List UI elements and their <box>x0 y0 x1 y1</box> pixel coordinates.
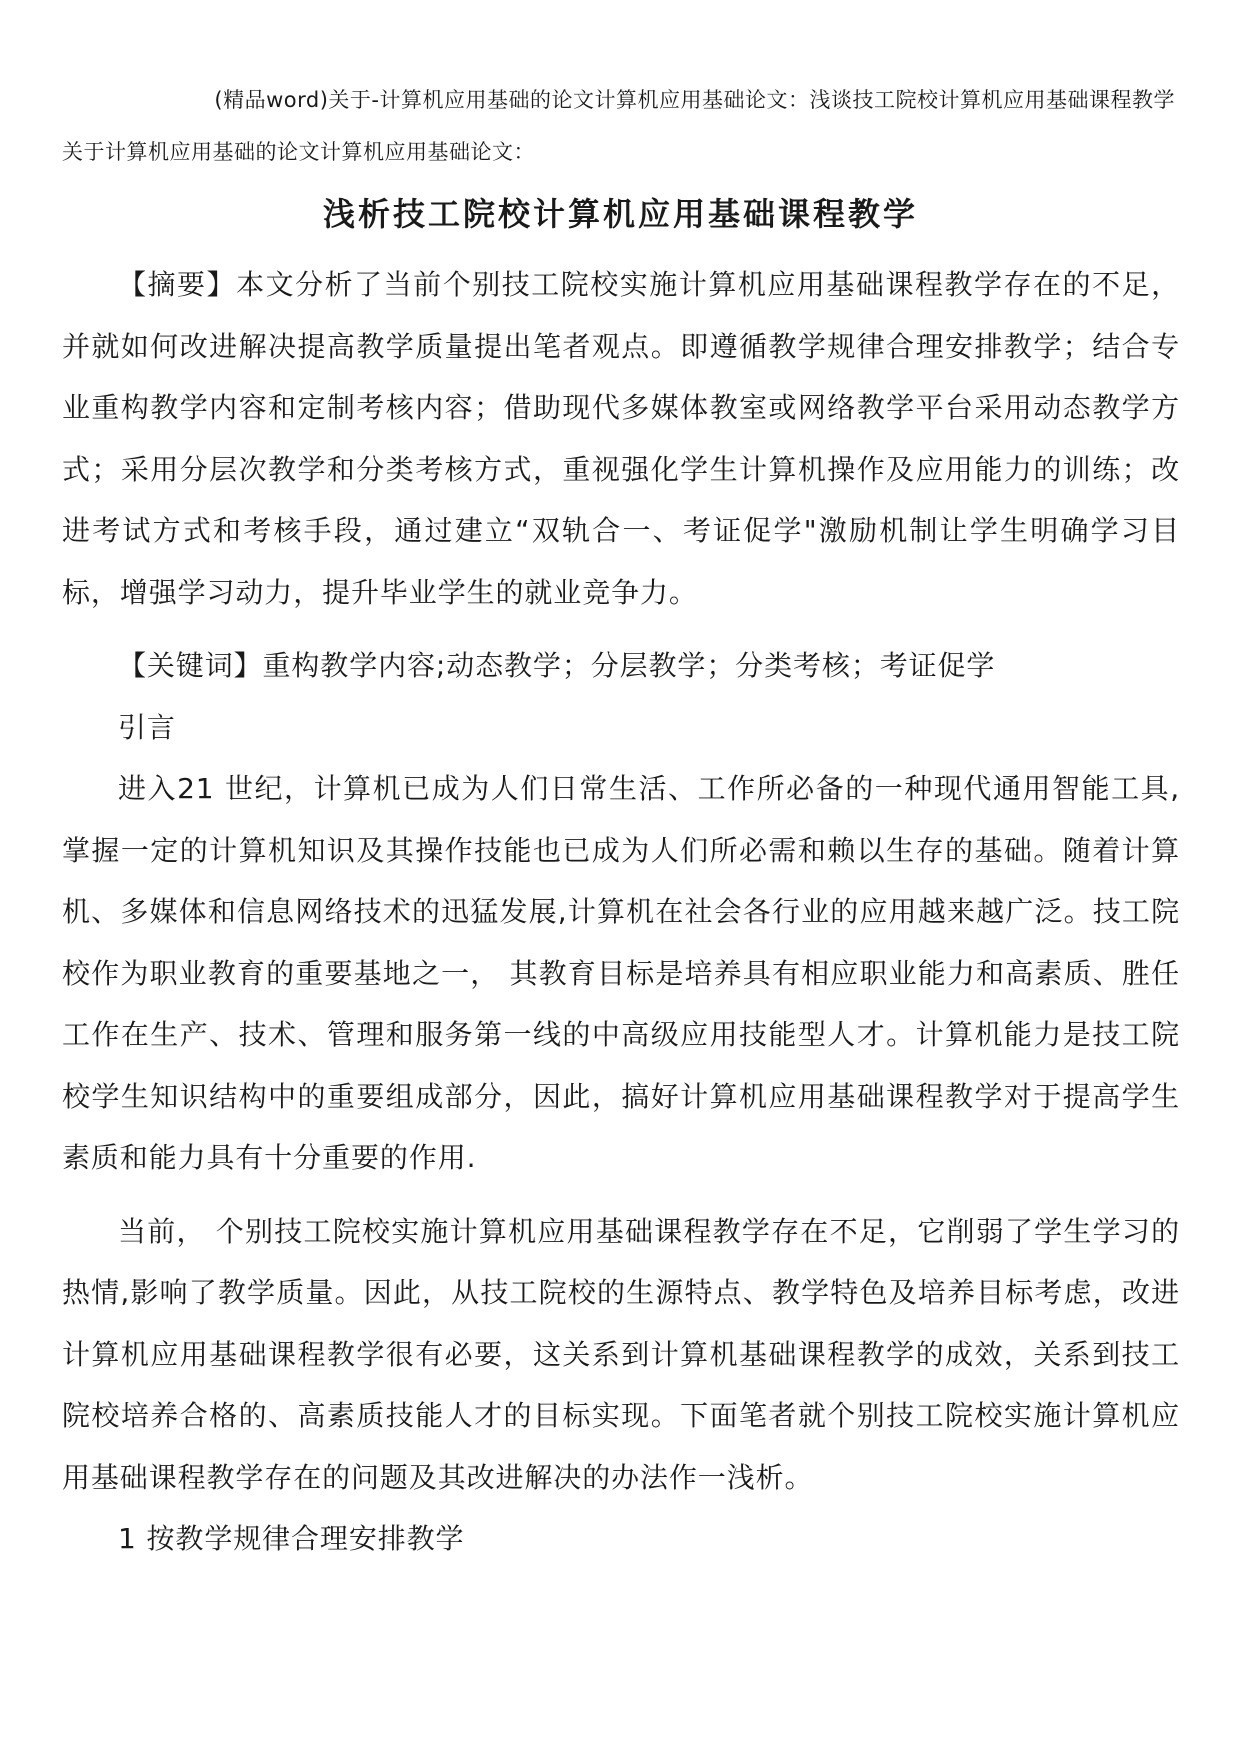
article-body <box>62 254 1180 1570</box>
body-paragraph: 当前， 个别技工院校实施计算机应用基础课程教学存在不足，它削弱了学生学习的热情,影响了教学质量。因此，从技工院校的生源特点、教学特色及培养目标考虑，改进计算机应用基础课程教学很有必要，这关系到计算机基础课程教学的成效，关系到技工院校培养合格的、高素质技能人才的目标实现。下面笔者就个别技工院校实施计算机应用基础课程教学存在的问题及其改进解决的办法作一浅析。 <box>62 1214 1180 1494</box>
body-paragraph: 进入21 世纪，计算机已成为人们日常生活、工作所必备的一种现代通用智能工具,掌握一定的计算机知识及其操作技能也已成为人们所必需和赖以生存的基础。随着计算机、多媒体和信息网络技术的迅猛发展,计算机在社会各行业的应用越来越广泛。技工院校作为职业教育的重要基地之一， 其教育目标是培养具有相应职业能力和高素质、胜任工作在生产、技术、管理和服务第一线的中高级应用技能型人才。计算机能力是技工院校学生知识结构中的重要组成部分，因此，搞好计算机应用基础课程教学对于提高学生素质和能力具有十分重要的作用. <box>62 772 1180 1174</box>
section-heading: 1 按教学规律合理安排教学 <box>118 1522 465 1555</box>
article-title: 浅析技工院校计算机应用基础课程教学 <box>322 195 918 233</box>
running-header: (精品word)关于-计算机应用基础的论文计算机应用基础论文：浅谈技工院校计算机应用基础课程教学 <box>214 88 1175 112</box>
abstract-paragraph: 【摘要】本文分析了当前个别技工院校实施计算机应用基础课程教学存在的不足，并就如何改进解决提高教学质量提出笔者观点。即遵循教学规律合理安排教学；结合专业重构教学内容和定制考核内容；借助现代多媒体教室或网络教学平台采用动态教学方式；采用分层次教学和分类考核方式，重视强化学生计算机操作及应用能力的训练；改进考试方式和考核手段，通过建立“双轨合一、考证促学"激励机制让学生明确学习目标，增强学习动力，提升毕业学生的就业竞争力。 <box>62 268 1180 609</box>
document-subtitle: 关于计算机应用基础的论文计算机应用基础论文： <box>62 140 535 164</box>
keywords-paragraph: 【关键词】重构教学内容;动态教学；分层教学；分类考核；考证促学 <box>118 649 996 682</box>
intro-heading: 引言 <box>118 710 176 744</box>
